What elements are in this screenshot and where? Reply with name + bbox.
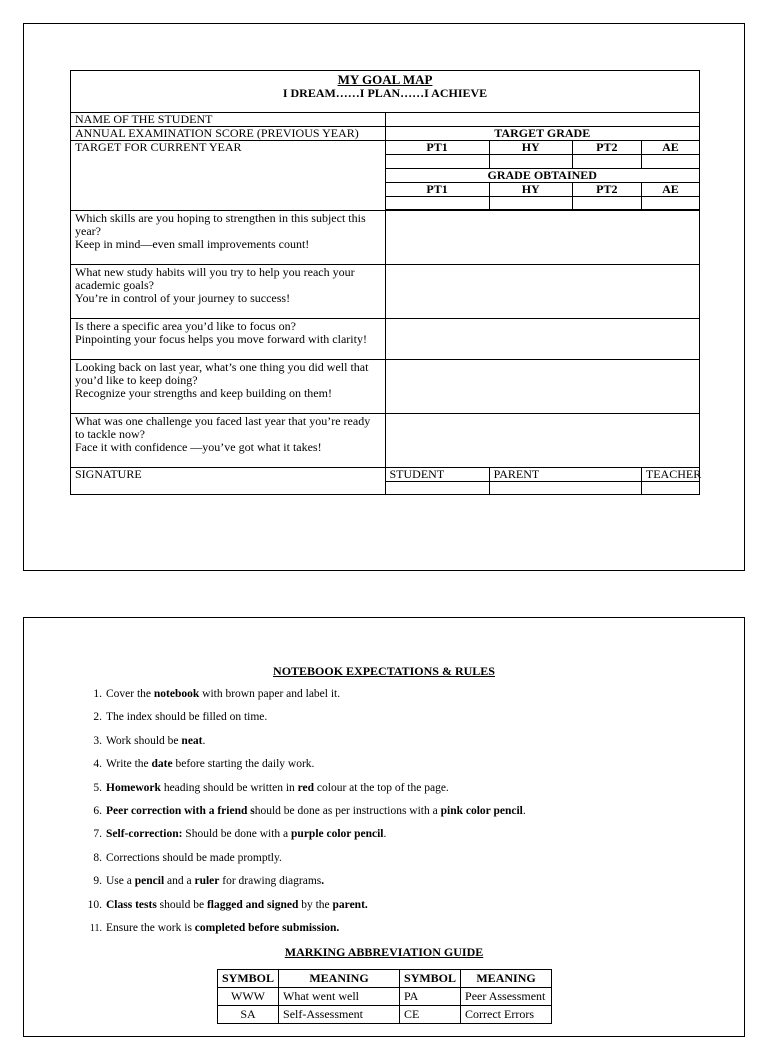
list-item xyxy=(86,687,706,710)
list-item-number: 2. xyxy=(93,711,102,724)
student-name-field[interactable] xyxy=(385,113,700,127)
goal-map-title: MY GOAL MAP xyxy=(337,72,433,87)
obtained-pt1-field[interactable] xyxy=(385,197,489,210)
goal-map-table xyxy=(70,70,700,495)
list-item-number: 5. xyxy=(93,781,102,794)
parent-signature-field[interactable] xyxy=(489,482,641,495)
text-run: . xyxy=(522,804,526,817)
signature-label: SIGNATURE xyxy=(71,468,386,495)
obtained-ae-field[interactable] xyxy=(641,197,699,210)
abbr-meaning: Correct Errors xyxy=(461,1006,552,1024)
emphasis-text: red xyxy=(297,781,315,794)
emphasis-text: completed before submission. xyxy=(194,921,340,934)
notebook-rules-page xyxy=(23,617,745,1037)
question-skills-encouragement: Keep in mind—even small improvements count! xyxy=(75,237,310,251)
target-hy-field[interactable] xyxy=(489,155,572,169)
answer-study-habits-field[interactable] xyxy=(385,265,700,319)
emphasis-text: Peer correction with a friend s xyxy=(106,804,255,817)
emphasis-text: flagged and signed xyxy=(206,898,299,911)
list-item-number: 4. xyxy=(93,758,102,771)
list-item-text xyxy=(106,828,386,840)
abbr-meaning: Peer Assessment xyxy=(461,988,552,1006)
question-challenge xyxy=(71,414,386,468)
question-skills xyxy=(71,211,386,265)
answer-focus-area-field[interactable] xyxy=(385,319,700,360)
question-skills-text: Which skills are you hoping to strengthen in this subject this year? xyxy=(75,211,366,238)
table-row xyxy=(218,988,552,1006)
text-run: . xyxy=(383,828,387,841)
abbreviation-table xyxy=(217,969,552,1024)
answer-skills-field[interactable] xyxy=(385,211,700,265)
obtained-col-ae: AE xyxy=(641,183,699,197)
question-strengths-encouragement: Recognize your strengths and keep building on them! xyxy=(75,386,332,400)
text-run: Write the xyxy=(106,758,152,771)
abbr-header-meaning-2: MEANING xyxy=(461,970,552,988)
list-item-number: 7. xyxy=(93,828,102,841)
list-item-number: 8. xyxy=(93,851,102,864)
question-study-habits xyxy=(71,265,386,319)
list-item-number: 11. xyxy=(89,922,102,934)
rules-heading: NOTEBOOK EXPECTATIONS & RULES xyxy=(273,664,495,678)
obtained-pt2-field[interactable] xyxy=(572,197,641,210)
text-run: for drawing diagrams xyxy=(219,875,322,888)
text-run: hould be done as per instructions with a xyxy=(254,804,441,817)
list-item-text xyxy=(106,805,526,817)
abbr-symbol: PA xyxy=(400,988,461,1006)
question-focus-area-encouragement: Pinpointing your focus helps you move forward with clarity! xyxy=(75,332,367,346)
emphasis-text: pencil xyxy=(134,875,165,888)
list-item xyxy=(86,827,706,850)
list-item-text xyxy=(106,711,267,723)
question-strengths-text: Looking back on last year, what’s one thing you did well that you’d like to keep doing? xyxy=(75,360,369,387)
abbr-header-meaning: MEANING xyxy=(279,970,400,988)
list-item-number: 9. xyxy=(93,875,102,888)
text-run: Use a xyxy=(106,875,135,888)
grade-obtained-label: GRADE OBTAINED xyxy=(385,169,700,183)
question-study-habits-text: What new study habits will you try to help you reach your academic goals? xyxy=(75,265,355,292)
abbr-meaning: Self-Assessment xyxy=(279,1006,400,1024)
abbr-symbol: CE xyxy=(400,1006,461,1024)
abbr-header-symbol: SYMBOL xyxy=(218,970,279,988)
abbr-symbol: WWW xyxy=(218,988,279,1006)
answer-strengths-field[interactable] xyxy=(385,360,700,414)
list-item-text xyxy=(106,875,324,887)
signature-col-student: STUDENT xyxy=(385,468,489,482)
abbr-meaning: What went well xyxy=(279,988,400,1006)
emphasis-text: parent. xyxy=(332,898,368,911)
list-item xyxy=(86,921,706,944)
list-item-text xyxy=(106,852,282,864)
list-item-text xyxy=(106,782,449,794)
target-col-pt1: PT1 xyxy=(385,141,489,155)
annual-score-label: ANNUAL EXAMINATION SCORE (PREVIOUS YEAR) xyxy=(71,127,386,141)
text-run: should be xyxy=(156,898,207,911)
goal-map-subtitle: I DREAM……I PLAN……I ACHIEVE xyxy=(282,86,488,100)
abbreviation-header-row xyxy=(218,970,552,988)
student-signature-field[interactable] xyxy=(385,482,489,495)
text-run: with brown paper and label it. xyxy=(199,688,341,700)
question-strengths xyxy=(71,360,386,414)
list-item xyxy=(86,710,706,733)
text-run: Should be done with a xyxy=(182,828,292,841)
question-challenge-text: What was one challenge you faced last year that you’re ready to tackle now? xyxy=(75,414,371,441)
emphasis-text: Class tests xyxy=(106,898,157,911)
list-item-text xyxy=(106,899,368,911)
list-item xyxy=(86,804,706,827)
abbr-symbol: SA xyxy=(218,1006,279,1024)
obtained-col-pt2: PT2 xyxy=(572,183,641,197)
list-item xyxy=(86,781,706,804)
emphasis-text: neat xyxy=(181,734,203,747)
text-run: heading should be written in xyxy=(160,781,298,794)
text-run: Corrections should be made promptly. xyxy=(106,851,282,864)
list-item-text xyxy=(106,758,314,770)
emphasis-text: pink color pencil xyxy=(440,804,523,817)
list-item-number: 3. xyxy=(93,734,102,747)
text-run: by the xyxy=(298,898,333,911)
target-pt1-field[interactable] xyxy=(385,155,489,169)
question-focus-area-text: Is there a specific area you’d like to focus on? xyxy=(75,319,296,333)
emphasis-text: purple color pencil xyxy=(291,828,384,841)
emphasis-text: notebook xyxy=(153,688,200,700)
target-grade-label: TARGET GRADE xyxy=(385,127,700,141)
target-col-hy: HY xyxy=(489,141,572,155)
text-run: The index should be filled on time. xyxy=(106,711,268,724)
abbreviation-guide-heading: MARKING ABBREVIATION GUIDE xyxy=(284,945,484,959)
list-item-number: 6. xyxy=(93,804,102,817)
table-row xyxy=(218,1006,552,1024)
text-run: . xyxy=(202,734,206,747)
goal-map-page xyxy=(23,23,745,571)
obtained-hy-field[interactable] xyxy=(489,197,572,210)
list-item xyxy=(86,898,706,921)
text-run: colour at the top of the page. xyxy=(314,781,449,794)
text-run: Cover the xyxy=(106,688,154,700)
signature-col-teacher: TEACHER xyxy=(641,468,699,482)
goal-map-header xyxy=(71,71,700,113)
question-focus-area xyxy=(71,319,386,360)
list-item xyxy=(86,734,706,757)
question-challenge-encouragement: Face it with confidence —you’ve got what it takes! xyxy=(75,440,322,454)
emphasis-text: . xyxy=(321,875,325,888)
target-col-pt2: PT2 xyxy=(572,141,641,155)
answer-challenge-field[interactable] xyxy=(385,414,700,468)
emphasis-text: Homework xyxy=(106,781,161,794)
target-col-ae: AE xyxy=(641,141,699,155)
obtained-col-pt1: PT1 xyxy=(385,183,489,197)
list-item-text xyxy=(106,735,205,747)
text-run: and a xyxy=(164,875,195,888)
target-pt2-field[interactable] xyxy=(572,155,641,169)
target-year-label: TARGET FOR CURRENT YEAR xyxy=(71,141,386,211)
text-run: Ensure the work is xyxy=(106,921,195,934)
text-run: before starting the daily work. xyxy=(172,758,315,771)
list-item-text xyxy=(106,688,340,700)
list-item-text xyxy=(106,922,339,934)
obtained-col-hy: HY xyxy=(489,183,572,197)
list-item-number: 10. xyxy=(87,898,102,911)
list-item xyxy=(86,874,706,897)
student-name-label: NAME OF THE STUDENT xyxy=(71,113,386,127)
list-item xyxy=(86,757,706,780)
question-study-habits-encouragement: You’re in control of your journey to success! xyxy=(75,291,291,305)
list-item-number: 1. xyxy=(93,688,102,700)
target-ae-field[interactable] xyxy=(641,155,699,169)
abbr-header-symbol-2: SYMBOL xyxy=(400,970,461,988)
emphasis-text: ruler xyxy=(194,875,220,888)
emphasis-text: Self-correction: xyxy=(106,828,183,841)
emphasis-text: date xyxy=(151,758,173,771)
signature-col-parent: PARENT xyxy=(489,468,641,482)
text-run: Work should be xyxy=(106,734,182,747)
teacher-signature-field[interactable] xyxy=(641,482,699,495)
list-item xyxy=(86,851,706,874)
rules-list xyxy=(86,687,706,944)
